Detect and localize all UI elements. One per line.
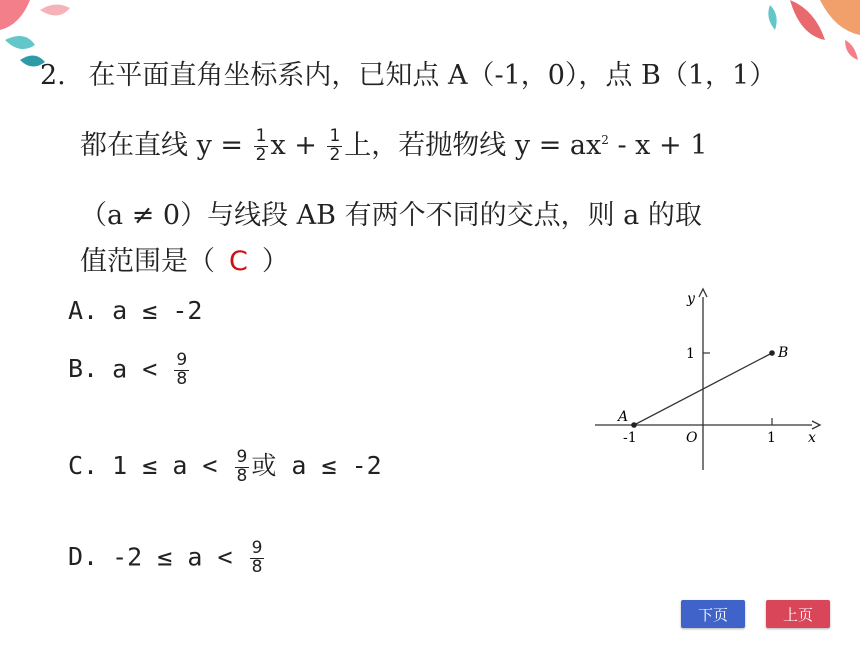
frac-num: 1 bbox=[329, 126, 341, 146]
fraction-half-1 bbox=[254, 128, 269, 165]
frac-num: 9 bbox=[176, 350, 188, 370]
parabola-equation: 上，若抛物线 y = ax bbox=[344, 129, 602, 161]
option-label: A. bbox=[68, 296, 99, 325]
x-tick-label-pos: 1 bbox=[767, 430, 776, 446]
question-text-1: 在平面直角坐标系内，已知点 A（-1，0），点 B（1，1） bbox=[88, 60, 777, 91]
option-text: a ≤ -2 bbox=[112, 296, 203, 325]
frac-den: 2 bbox=[255, 144, 267, 165]
question-line-4 bbox=[80, 248, 289, 275]
frac-den: 8 bbox=[236, 465, 248, 486]
y-axis-arrow bbox=[699, 289, 707, 297]
point-a bbox=[631, 422, 637, 428]
question-line-3 bbox=[80, 202, 702, 229]
frac-num: 9 bbox=[251, 538, 263, 558]
frac-den: 2 bbox=[329, 144, 341, 165]
exponent: 2 bbox=[601, 132, 609, 147]
frac-num: 9 bbox=[236, 446, 248, 467]
x-axis-label: x bbox=[808, 430, 816, 446]
frac-den: 8 bbox=[176, 368, 188, 389]
y-tick-label: 1 bbox=[686, 346, 695, 362]
next-page-button[interactable]: 下页 bbox=[681, 600, 745, 628]
question-line-2 bbox=[80, 128, 707, 165]
y-axis-label: y bbox=[687, 291, 695, 307]
option-text: a < bbox=[112, 354, 173, 384]
leaf-decoration-right bbox=[730, 0, 860, 60]
point-b bbox=[769, 350, 775, 356]
x-tick-label-neg: -1 bbox=[623, 430, 637, 446]
question-number: 2. bbox=[40, 60, 66, 91]
question-close-paren: ） bbox=[261, 246, 289, 277]
parabola-equation-tail: - x + 1 bbox=[608, 129, 708, 161]
option-text-tail: 或 a ≤ -2 bbox=[251, 451, 382, 480]
point-b-label: B bbox=[778, 345, 789, 361]
option-b bbox=[68, 352, 191, 389]
x-axis-arrow bbox=[812, 421, 820, 429]
frac-num: 1 bbox=[255, 126, 267, 146]
option-d bbox=[68, 540, 266, 577]
coordinate-diagram bbox=[590, 285, 830, 475]
prev-page-button[interactable]: 上页 bbox=[766, 600, 830, 628]
answer-text: C bbox=[229, 246, 248, 277]
fraction-nine-eighths bbox=[174, 352, 189, 389]
option-text: 1 ≤ a < bbox=[112, 451, 233, 480]
origin-label: O bbox=[686, 430, 698, 446]
line-equation-prefix: 都在直线 y = bbox=[80, 129, 252, 161]
option-text: -2 ≤ a < bbox=[112, 542, 248, 572]
fraction-nine-eighths bbox=[235, 446, 250, 486]
fraction-half-2 bbox=[327, 128, 342, 165]
fraction-nine-eighths bbox=[250, 540, 265, 577]
question-text-4: 值范围是（ bbox=[80, 246, 215, 277]
frac-den: 8 bbox=[251, 556, 263, 577]
option-label: D. bbox=[68, 542, 99, 572]
question-text-3: （a ≠ 0）与线段 AB 有两个不同的交点，则 a 的取 bbox=[80, 200, 702, 231]
option-label: B. bbox=[68, 354, 99, 384]
option-c bbox=[68, 446, 382, 485]
option-a bbox=[68, 296, 202, 325]
question-line-1 bbox=[40, 62, 776, 89]
point-a-label: A bbox=[618, 409, 629, 425]
option-label: C. bbox=[68, 451, 99, 480]
line-equation-mid: x + bbox=[270, 129, 326, 161]
